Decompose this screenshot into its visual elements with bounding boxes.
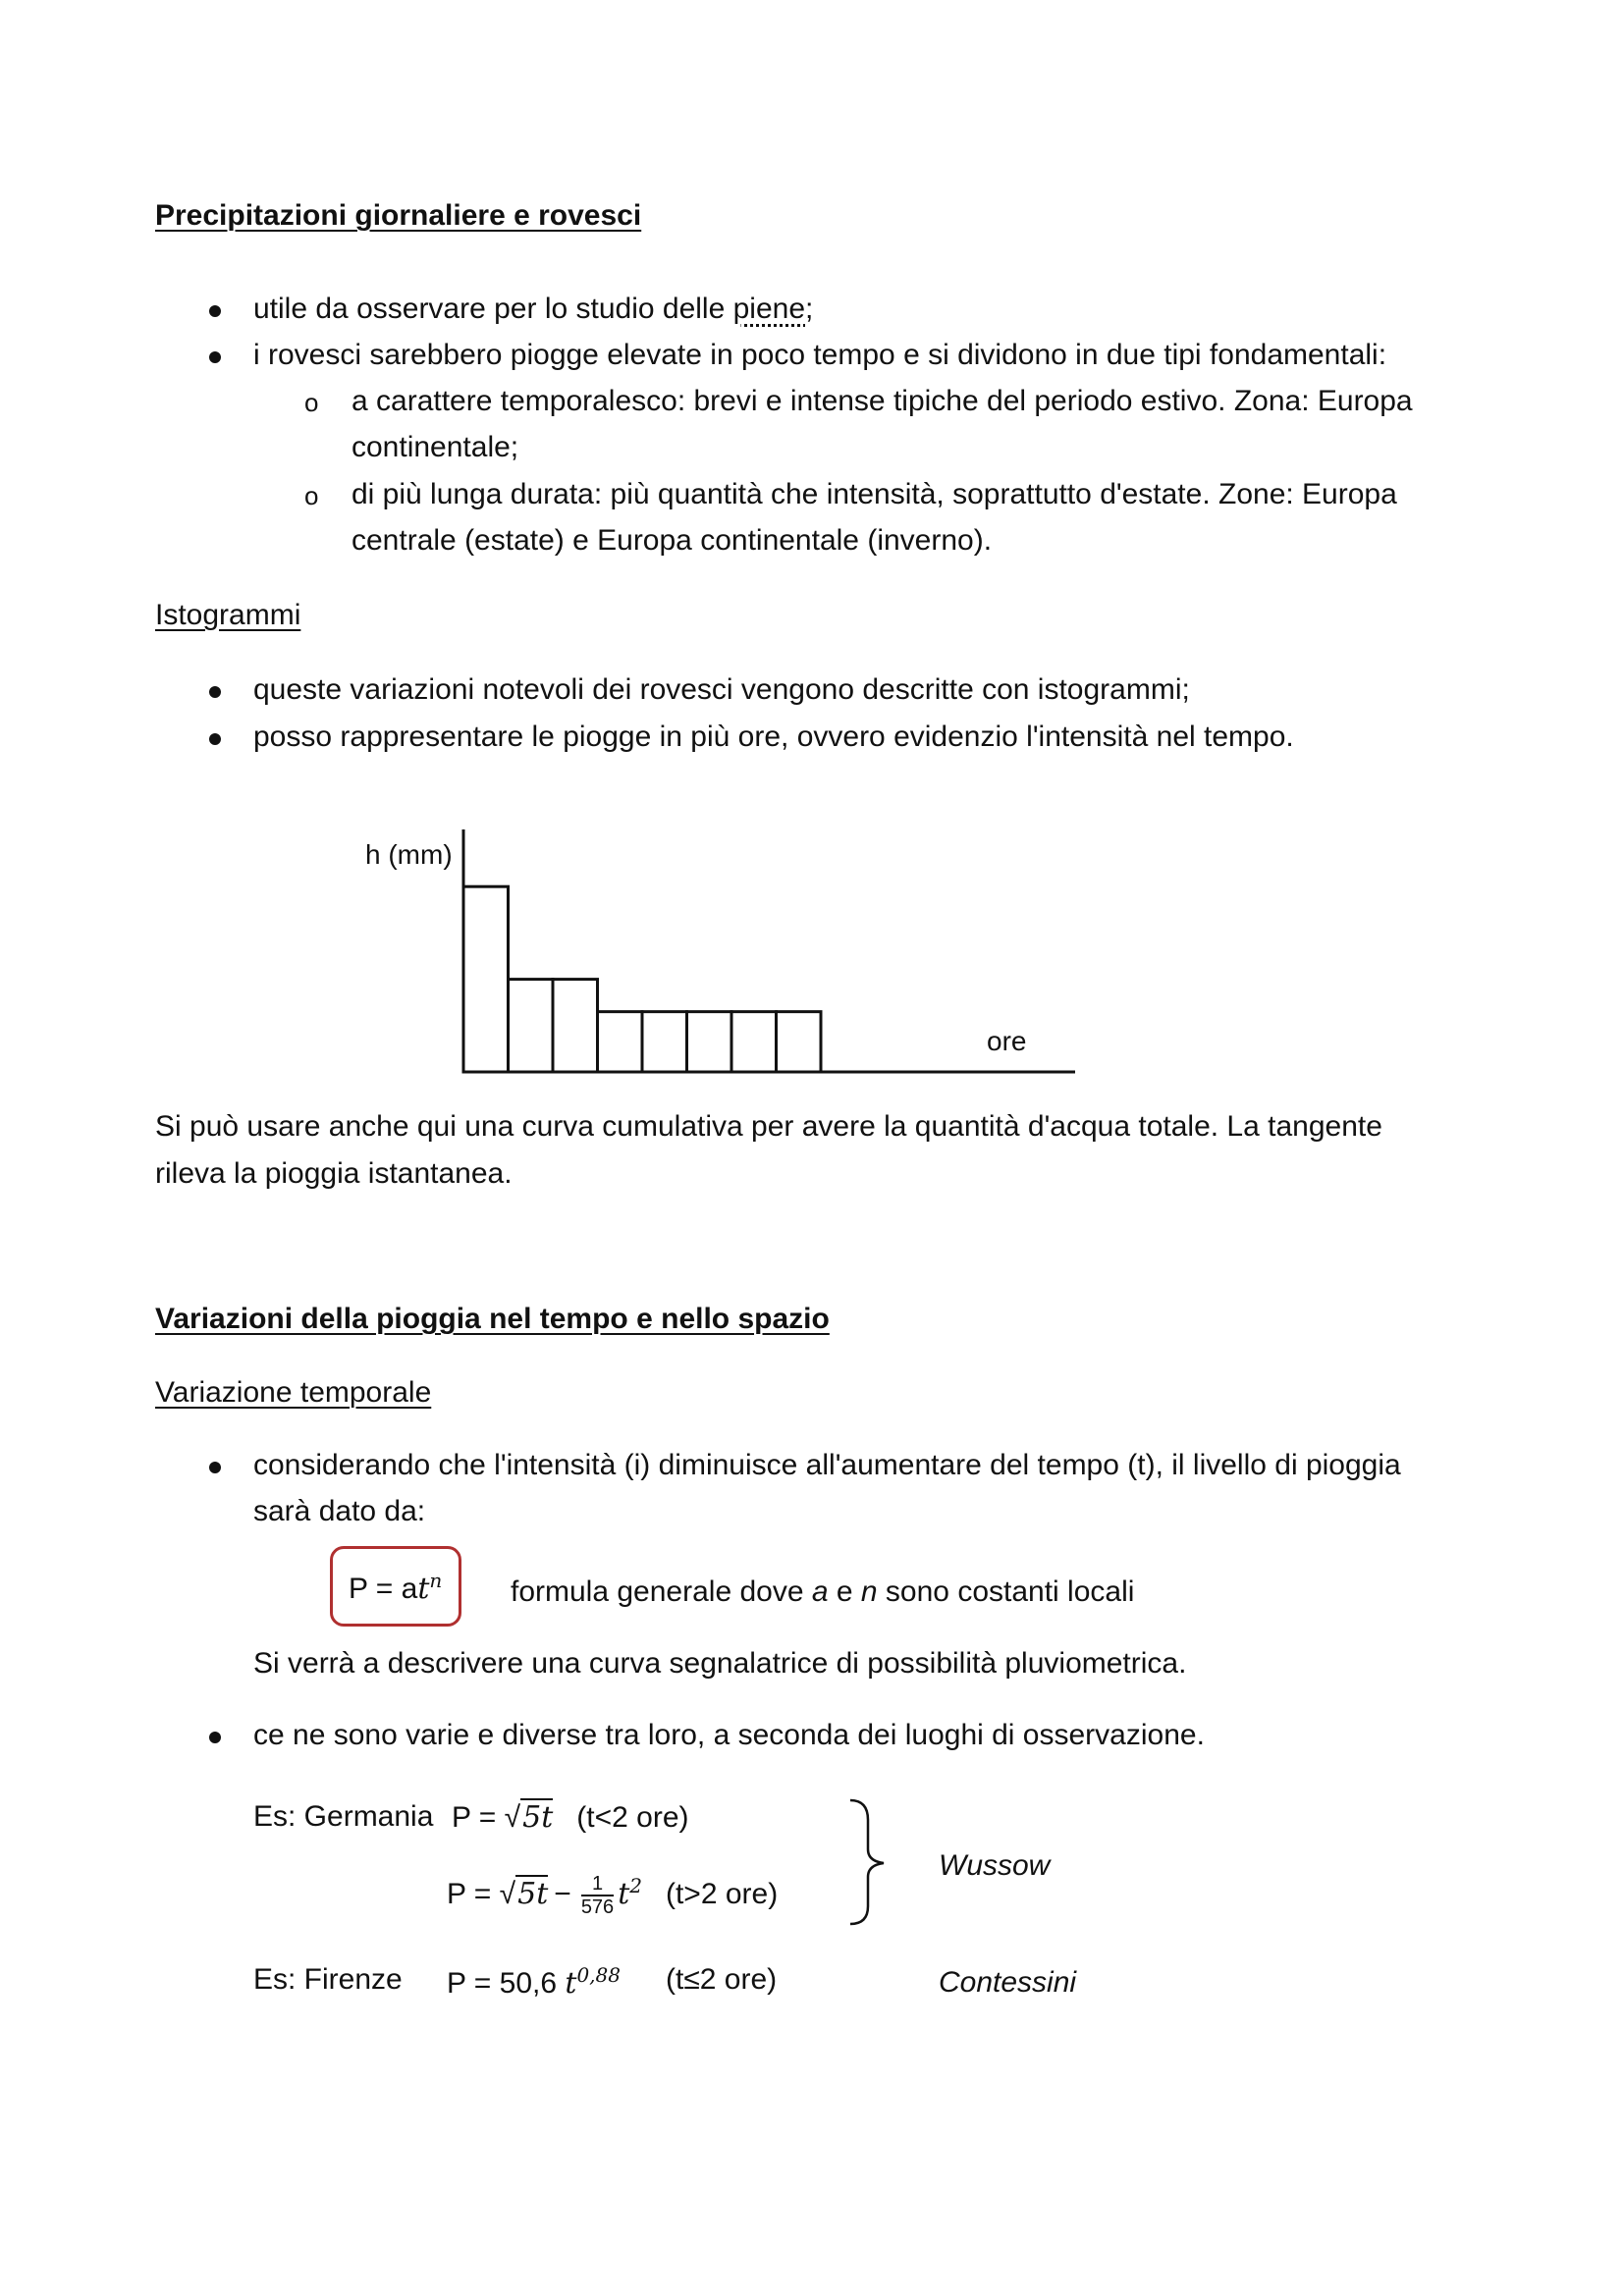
curve-segnalatrice-text: Si verrà a descrivere una curva segnalatrice di possibilità pluviometrica.: [253, 1647, 1187, 1680]
sub-bullet-lunga-durata-cont: centrale (estate) e Europa continentale (inverno).: [352, 524, 993, 557]
bullet-rovesci: i rovesci sarebbero piogge elevate in poco tempo e si dividono in due tipi fondamentali:: [253, 339, 1387, 371]
histogram-bar-1: [463, 886, 509, 1072]
author-wussow: Wussow: [939, 1849, 1051, 1882]
author-contessini: Contessini: [939, 1966, 1077, 1999]
paragraph-cumulativa: Si può usare anche qui una curva cumulativa per avere la quantità d'acqua totale. La tangente: [155, 1110, 1382, 1143]
paragraph-cumulativa-cont: rileva la pioggia istantanea.: [155, 1157, 513, 1190]
bullet-piene: utile da osservare per lo studio delle piene;: [253, 293, 814, 325]
formula-germania-1: P = √5t (t<2 ore): [452, 1800, 689, 1835]
bullet-marker: [209, 1732, 221, 1743]
histogram-bar-6: [687, 1012, 732, 1072]
bullet-istogrammi: queste variazioni notevoli dei rovesci vengono descritte con istogrammi;: [253, 673, 1190, 706]
formula-firenze-condition: (t≤2 ore): [666, 1963, 778, 1996]
bullet-luoghi: ce ne sono varie e diverse tra loro, a seconda dei luoghi di osservazione.: [253, 1719, 1205, 1751]
section-heading-variazioni: Variazioni della pioggia nel tempo e nello spazio: [155, 1303, 830, 1335]
bullet-intensita: considerando che l'intensità (i) diminuisce all'aumentare del tempo (t), il livello di pioggia: [253, 1449, 1401, 1481]
histogram-bar-7: [731, 1012, 777, 1072]
bullet-piogge-ore: posso rappresentare le piogge in più ore, ovvero evidenzio l'intensità nel tempo.: [253, 721, 1294, 753]
formula-description: formula generale dove a e n sono costanti locali: [511, 1575, 1135, 1608]
x-axis-label: ore: [987, 1026, 1027, 1056]
sub-bullet-marker: o: [304, 388, 319, 417]
formula-germania-2: P = √5t − $\frac{1}{576}$ $t^2$ (t>2 ore): [447, 1873, 779, 1918]
bullet-marker: [209, 733, 221, 745]
sub-bullet-temporalesco: a carattere temporalesco: brevi e intense tipiche del periodo estivo. Zona: Europa: [352, 385, 1413, 417]
bullet-marker: [209, 305, 221, 317]
histogram-bar-3: [553, 980, 598, 1072]
histogram-bar-2: [509, 980, 554, 1072]
sub-bullet-temporalesco-cont: continentale;: [352, 431, 519, 463]
formula-firenze: P = 50,6 $t^{0,88}$: [447, 1963, 621, 2001]
bullet-marker: [209, 351, 221, 363]
bullet-intensita-cont: sarà dato da:: [253, 1495, 426, 1527]
histogram-bar-4: [598, 1012, 643, 1072]
y-axis-label: h (mm): [365, 839, 453, 870]
sub-bullet-lunga-durata: di più lunga durata: più quantità che intensità, soprattutto d'estate. Zone: Europa: [352, 478, 1397, 510]
right-brace: [846, 1796, 895, 1929]
bullet-marker: [209, 1462, 221, 1473]
subheading-variazione-temporale: Variazione temporale: [155, 1376, 432, 1409]
example-firenze-label: Es: Firenze: [253, 1963, 403, 1996]
section-heading-precipitazioni: Precipitazioni giornaliere e rovesci: [155, 199, 642, 232]
sub-bullet-marker: o: [304, 481, 319, 510]
histogram-chart: [353, 825, 1100, 1090]
formula-general: $P = at^n$: [349, 1569, 443, 1606]
histogram-bar-8: [777, 1012, 822, 1072]
example-germania-label: Es: Germania: [253, 1800, 434, 1833]
section-heading-istogrammi: Istogrammi: [155, 599, 301, 631]
bullet-marker: [209, 686, 221, 698]
histogram-bar-5: [642, 1012, 687, 1072]
